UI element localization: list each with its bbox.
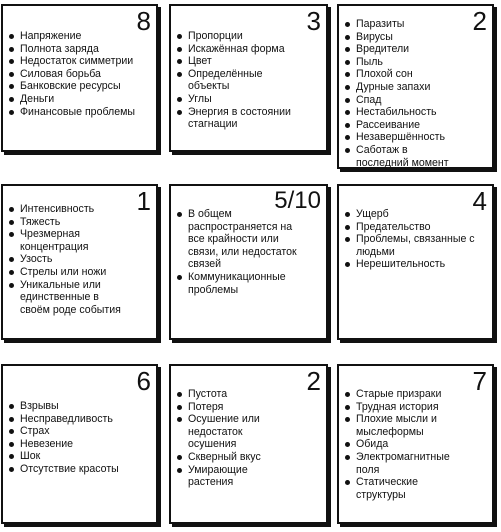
card-item-list	[177, 30, 298, 131]
list-item: Энергия в состоянии стагнации	[177, 106, 298, 131]
list-item: Обида	[345, 438, 466, 451]
card-item-list	[345, 208, 482, 271]
list-item: Коммуникационные проблемы	[177, 271, 300, 296]
list-item: Банковские ресурсы	[9, 80, 136, 93]
list-item: Умирающие растения	[177, 464, 286, 489]
card-item-list	[345, 388, 466, 501]
list-item: Недостаток симметрии	[9, 55, 136, 68]
card-9	[337, 364, 494, 524]
card-5	[169, 184, 328, 340]
list-item: Незавершённость	[345, 131, 462, 144]
list-item: Силовая борьба	[9, 68, 136, 81]
card-2	[169, 4, 328, 152]
list-item: Углы	[177, 93, 298, 106]
list-item: Вирусы	[345, 31, 462, 44]
card-number: 3	[306, 6, 321, 36]
list-item: Отсутствие красоты	[9, 463, 136, 476]
card-number: 6	[136, 366, 151, 396]
list-item: Стрелы или ножи	[9, 266, 126, 279]
list-item: Страх	[9, 425, 136, 438]
card-number: 2	[306, 366, 321, 396]
card-8	[169, 364, 328, 524]
list-item: Старые призраки	[345, 388, 466, 401]
card-item-list	[345, 18, 462, 169]
card-1	[1, 4, 158, 152]
list-item: Несправедливость	[9, 413, 136, 426]
card-7	[1, 364, 158, 524]
list-item: Предательство	[345, 221, 482, 234]
list-item: Плохие мысли и мыслеформы	[345, 413, 466, 438]
list-item: Шок	[9, 450, 136, 463]
list-item: Плохой сон	[345, 68, 462, 81]
list-item: Паразиты	[345, 18, 462, 31]
card-number: 7	[472, 366, 487, 396]
list-item: Вредители	[345, 43, 462, 56]
card-item-list	[9, 400, 136, 476]
card-item-list	[177, 388, 286, 489]
list-item: Пустота	[177, 388, 286, 401]
list-item: Пропорции	[177, 30, 298, 43]
list-item: Интенсивность	[9, 203, 126, 216]
list-item: Узость	[9, 253, 126, 266]
list-item: Скверный вкус	[177, 451, 286, 464]
list-item: Трудная история	[345, 401, 466, 414]
list-item: Взрывы	[9, 400, 136, 413]
card-item-list	[9, 30, 136, 118]
list-item: Уникальные или единственные в своём роде события	[9, 279, 126, 317]
list-item: Искажённая форма	[177, 43, 298, 56]
card-number: 1	[136, 186, 151, 216]
list-item: Финансовые проблемы	[9, 106, 136, 119]
card-item-list	[9, 203, 126, 316]
list-item: Нестабильность	[345, 106, 462, 119]
list-item: Цвет	[177, 55, 298, 68]
list-item: Электромагнитные поля	[345, 451, 466, 476]
list-item: Невезение	[9, 438, 136, 451]
list-item: Статические структуры	[345, 476, 466, 501]
list-item: Определённые объекты	[177, 68, 298, 93]
list-item: Осушение или недостаток осушения	[177, 413, 286, 451]
card-number: 8	[136, 6, 151, 36]
list-item: Тяжесть	[9, 216, 126, 229]
list-item: Деньги	[9, 93, 136, 106]
card-number: 2	[472, 6, 487, 36]
list-item: Проблемы, связанные с людьми	[345, 233, 482, 258]
list-item: Чрезмерная концентрация	[9, 228, 126, 253]
list-item: Напряжение	[9, 30, 136, 43]
list-item: Дурные запахи	[345, 81, 462, 94]
list-item: Ущерб	[345, 208, 482, 221]
card-3	[337, 4, 494, 169]
list-item: Потеря	[177, 401, 286, 414]
card-item-list	[177, 208, 300, 296]
card-number: 5/10	[274, 187, 321, 214]
list-item: Полнота заряда	[9, 43, 136, 56]
list-item: Рассеивание	[345, 119, 462, 132]
list-item: Нерешительность	[345, 258, 482, 271]
list-item: Саботаж в последний момент	[345, 144, 462, 169]
list-item: Пыль	[345, 56, 462, 69]
card-number: 4	[472, 186, 487, 216]
list-item: В общем распространяется на все крайности или связи, или недостаток связей	[177, 208, 300, 271]
card-6	[337, 184, 494, 340]
card-4	[1, 184, 158, 340]
list-item: Спад	[345, 94, 462, 107]
